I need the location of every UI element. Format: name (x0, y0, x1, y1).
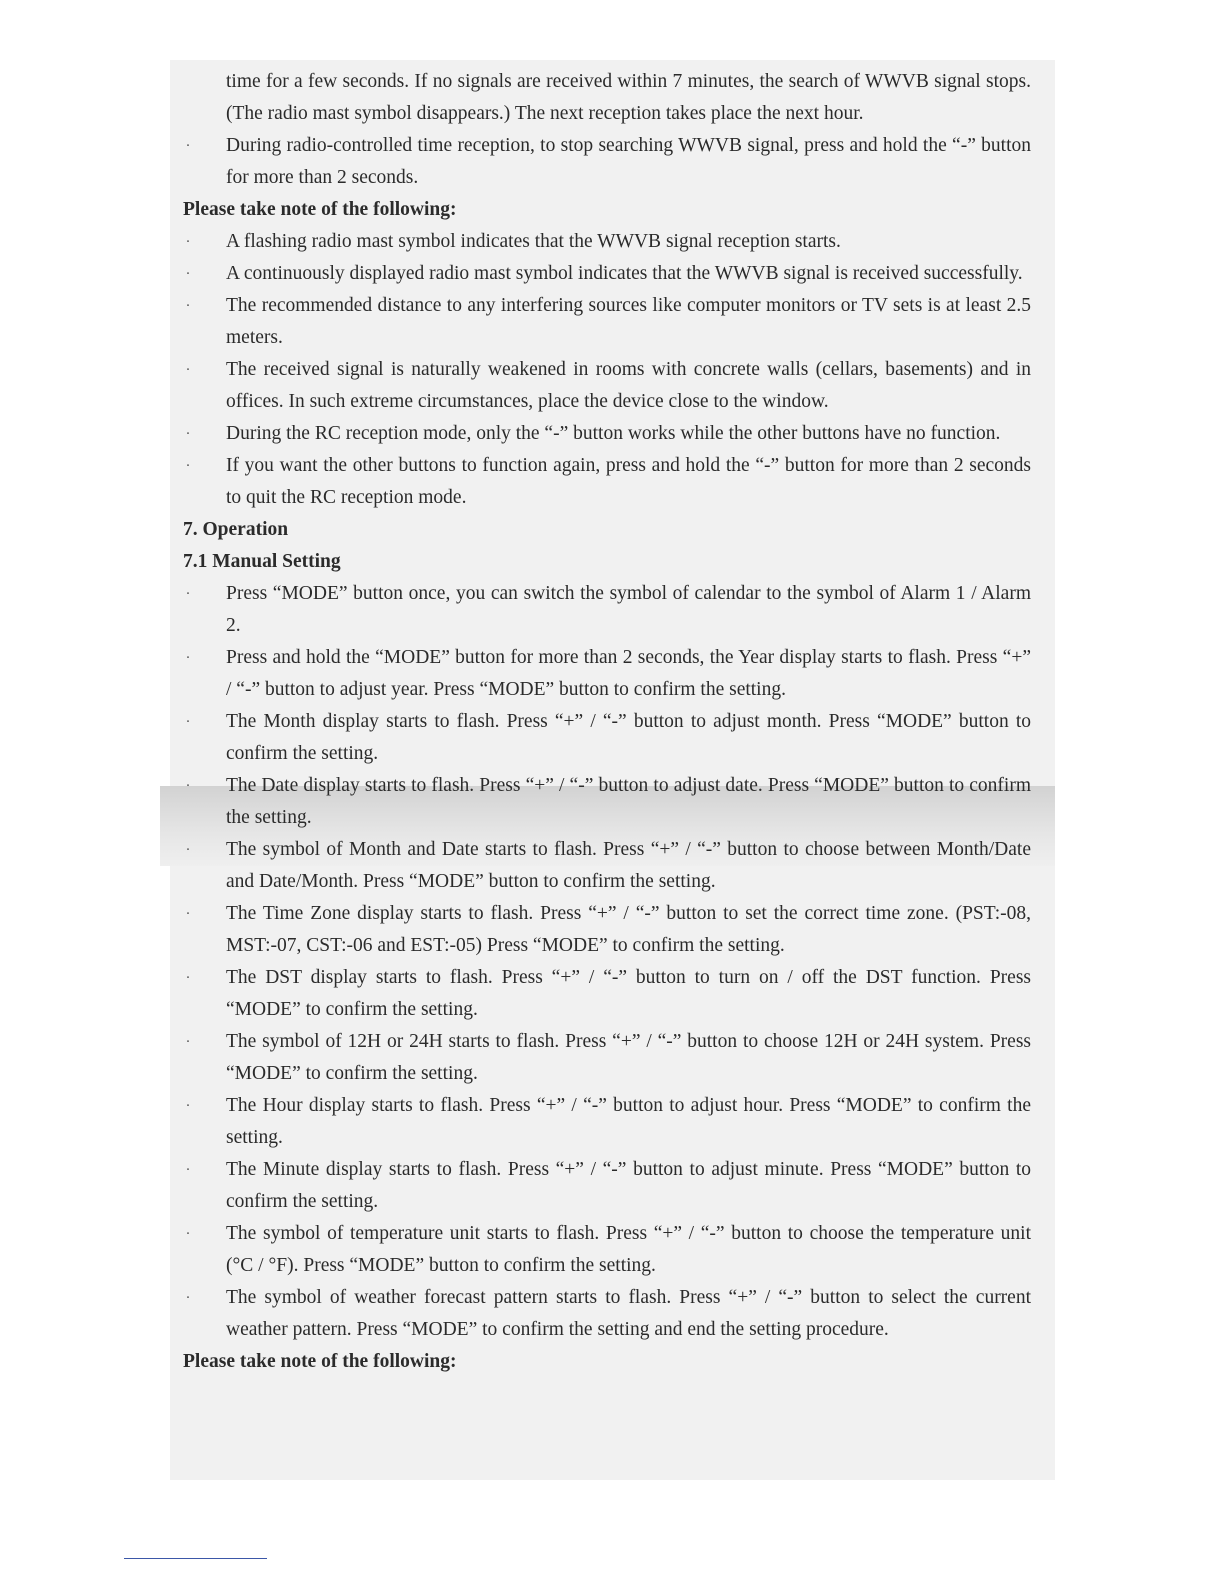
list-item-text: The Date display starts to flash. Press “+” / “-” button to adjust date. Press “MODE” button to confirm the setting. (226, 775, 1031, 828)
list-item (183, 418, 1031, 450)
note-heading: Please take note of the following: (183, 199, 457, 220)
bullet-marker: · (185, 426, 191, 442)
bullet-marker: · (185, 298, 191, 314)
list-item (183, 258, 1031, 290)
list-item (183, 706, 1031, 770)
list-item (183, 1026, 1031, 1090)
list-item-text: The DST display starts to flash. Press “+” / “-” button to turn on / off the DST function. Press “MODE” to confirm the setting. (226, 967, 1031, 1020)
bullet-marker: · (185, 842, 191, 858)
list-item (183, 578, 1031, 642)
bullet-marker: · (185, 234, 191, 250)
list-item-text: During the RC reception mode, only the “-” button works while the other buttons have no function. (226, 423, 1001, 444)
list-item (183, 770, 1031, 834)
bullet-marker: · (185, 778, 191, 794)
list-item-text: The symbol of Month and Date starts to flash. Press “+” / “-” button to choose between Month/Date and Date/Month. Press “MODE” button to confirm the setting. (226, 839, 1031, 892)
intro-paragraph: time for a few seconds. If no signals are received within 7 minutes, the search of WWVB signal stops. (The radio mast symbol disappears.) The next reception takes place the next hour. (226, 71, 1031, 124)
list-item-text: The Minute display starts to flash. Press “+” / “-” button to adjust minute. Press “MODE” button to confirm the setting. (226, 1159, 1031, 1212)
list-item (183, 1218, 1031, 1282)
bullet-marker: · (185, 266, 191, 282)
list-item (183, 834, 1031, 898)
list-item-text: Press “MODE” button once, you can switch the symbol of calendar to the symbol of Alarm 1 / Alarm 2. (226, 583, 1031, 636)
list-item (183, 1090, 1031, 1154)
list-item (183, 130, 1031, 194)
list-item (183, 450, 1031, 514)
list-item-text: A continuously displayed radio mast symbol indicates that the WWVB signal is received successfully. (226, 263, 1023, 284)
bullet-marker: · (185, 970, 191, 986)
list-item-text: The Time Zone display starts to flash. Press “+” / “-” button to set the correct time zone. (PST:-08, MST:-07, CST:-06 and EST:-05) Press “MODE” to confirm the setting. (226, 903, 1031, 956)
bullet-marker: · (185, 1162, 191, 1178)
bullet-marker: · (185, 650, 191, 666)
bullet-marker: · (185, 586, 191, 602)
list-item-text: The Month display starts to flash. Press “+” / “-” button to adjust month. Press “MODE” button to confirm the setting. (226, 711, 1031, 764)
bullet-marker: · (185, 138, 191, 154)
bullet-marker: · (185, 458, 191, 474)
list-item-text: The symbol of 12H or 24H starts to flash. Press “+” / “-” button to choose 12H or 24H system. Press “MODE” to confirm the setting. (226, 1031, 1031, 1084)
bullet-marker: · (185, 1226, 191, 1242)
list-item-text: The Hour display starts to flash. Press “+” / “-” button to adjust hour. Press “MODE” to confirm the setting. (226, 1095, 1031, 1148)
list-item-text: A flashing radio mast symbol indicates that the WWVB signal reception starts. (226, 231, 841, 252)
list-item (183, 1154, 1031, 1218)
bullet-marker: · (185, 1034, 191, 1050)
list-item-text: If you want the other buttons to function again, press and hold the “-” button for more than 2 seconds to quit the RC reception mode. (226, 455, 1031, 508)
list-item (183, 1282, 1031, 1346)
section-heading: 7. Operation (183, 519, 289, 540)
bullet-marker: · (185, 714, 191, 730)
list-item-text: The received signal is naturally weakened in rooms with concrete walls (cellars, basements) and in offices. In such extreme circumstances, place the device close to the window. (226, 359, 1031, 412)
list-item-text: The recommended distance to any interfering sources like computer monitors or TV sets is at least 2.5 meters. (226, 295, 1031, 348)
note-heading: Please take note of the following: (183, 1351, 457, 1372)
list-item (183, 354, 1031, 418)
subsection-heading: 7.1 Manual Setting (183, 551, 341, 572)
list-item (183, 962, 1031, 1026)
list-item-text: During radio-controlled time reception, to stop searching WWVB signal, press and hold the “-” button for more than 2 seconds. (226, 135, 1031, 188)
bullet-marker: · (185, 362, 191, 378)
bullet-marker: · (185, 906, 191, 922)
bullet-marker: · (185, 1098, 191, 1114)
list-item (183, 642, 1031, 706)
list-item-text: Press and hold the “MODE” button for more than 2 seconds, the Year display starts to flash. Press “+” / “-” button to adjust year. Press “MODE” button to confirm the setting. (226, 647, 1031, 700)
list-item-text: The symbol of temperature unit starts to flash. Press “+” / “-” button to choose the temperature unit (°C / °F). Press “MODE” button to confirm the setting. (226, 1223, 1031, 1276)
bullet-marker: · (185, 1290, 191, 1306)
list-item (183, 226, 1031, 258)
list-item (183, 898, 1031, 962)
footnote-separator-line (124, 1558, 267, 1559)
list-item (183, 290, 1031, 354)
list-item-text: The symbol of weather forecast pattern starts to flash. Press “+” / “-” button to select the current weather pattern. Press “MODE” to confirm the setting and end the setting procedure. (226, 1287, 1031, 1340)
manual-page-content (183, 66, 1031, 1378)
